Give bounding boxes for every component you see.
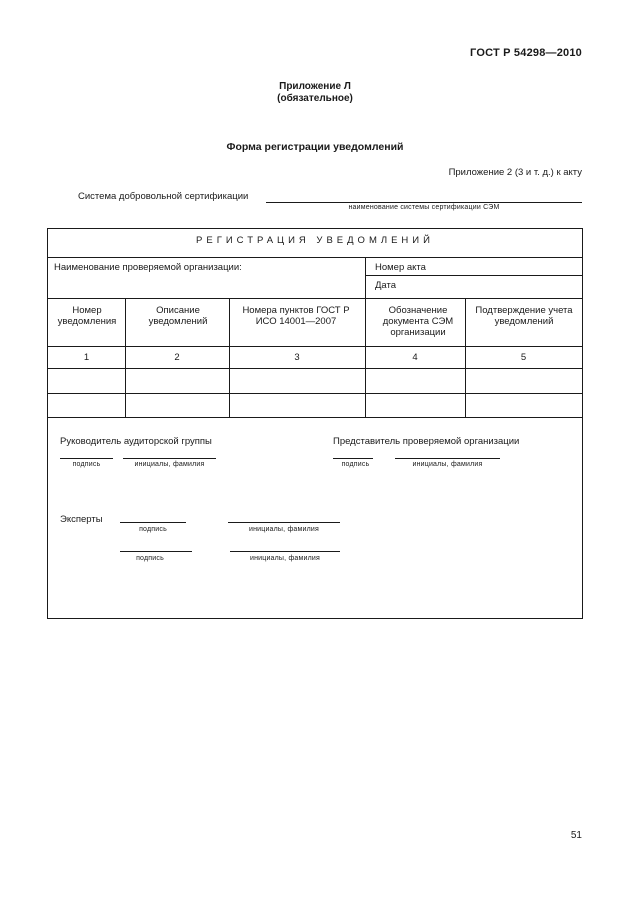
divider xyxy=(48,298,582,299)
system-name-line xyxy=(266,202,582,203)
signature-caption: подпись xyxy=(136,555,164,562)
lead-auditor-label: Руководитель аудиторской группы xyxy=(60,436,212,447)
registration-form-frame xyxy=(47,228,583,619)
table-row-divider xyxy=(48,417,582,418)
signature-caption: подпись xyxy=(341,461,370,468)
signature-caption: подпись xyxy=(72,461,101,468)
expert-2-signature-line xyxy=(120,551,192,552)
column-number-2: 2 xyxy=(174,352,180,363)
experts-label: Эксперты xyxy=(60,514,103,525)
name-caption: инициалы, фамилия xyxy=(248,526,320,533)
system-caption: наименование системы сертификации СЭМ xyxy=(348,204,500,211)
standard-number: ГОСТ Р 54298—2010 xyxy=(470,47,582,59)
form-title: Форма регистрации уведомлений xyxy=(226,141,404,153)
org-rep-name-line xyxy=(395,458,500,459)
org-rep-signature-line xyxy=(333,458,373,459)
expert-1-name-line xyxy=(228,522,340,523)
signature-caption: подпись xyxy=(139,526,167,533)
column-number-5: 5 xyxy=(520,352,527,363)
name-caption: инициалы, фамилия xyxy=(134,461,205,468)
column-header-2: Описание уведомлений xyxy=(148,305,208,327)
column-header-1: Номер уведомления xyxy=(57,305,117,327)
divider xyxy=(365,257,366,298)
appendix-heading xyxy=(0,81,630,105)
column-divider xyxy=(125,298,126,417)
column-number-3: 3 xyxy=(294,352,300,363)
column-header-5: Подтверждение учета уведомлений xyxy=(475,305,573,327)
name-caption: инициалы, фамилия xyxy=(412,461,483,468)
appendix-type: (обязательное) xyxy=(277,93,353,104)
system-label: Система добровольной сертификации xyxy=(78,191,249,202)
column-number-1: 1 xyxy=(83,352,90,363)
appendix-title: Приложение Л xyxy=(279,81,351,92)
table-row-divider xyxy=(48,393,582,394)
lead-auditor-name-line xyxy=(123,458,216,459)
divider xyxy=(48,257,582,258)
divider xyxy=(365,275,582,276)
expert-1-signature-line xyxy=(120,522,186,523)
divider xyxy=(48,368,582,369)
lead-auditor-signature-line xyxy=(60,458,113,459)
registration-title: РЕГИСТРАЦИЯ УВЕДОМЛЕНИЙ xyxy=(196,235,434,246)
column-number-4: 4 xyxy=(412,352,418,363)
annex-reference: Приложение 2 (3 и т. д.) к акту xyxy=(448,167,582,178)
column-divider xyxy=(229,298,230,417)
name-caption: инициалы, фамилия xyxy=(249,555,321,562)
column-header-3: Номера пунктов ГОСТ Р ИСО 14001—2007 xyxy=(242,305,350,327)
column-divider xyxy=(365,298,366,417)
org-rep-label: Представитель проверяемой организации xyxy=(333,436,520,447)
date-label: Дата xyxy=(375,280,397,291)
organization-label: Наименование проверяемой организации: xyxy=(54,262,242,273)
act-number-label: Номер акта xyxy=(375,262,426,273)
divider xyxy=(48,346,582,347)
column-divider xyxy=(465,298,466,417)
expert-2-name-line xyxy=(230,551,340,552)
column-header-4: Обозначение документа СЭМ организации xyxy=(382,305,454,338)
page-number: 51 xyxy=(570,830,582,841)
